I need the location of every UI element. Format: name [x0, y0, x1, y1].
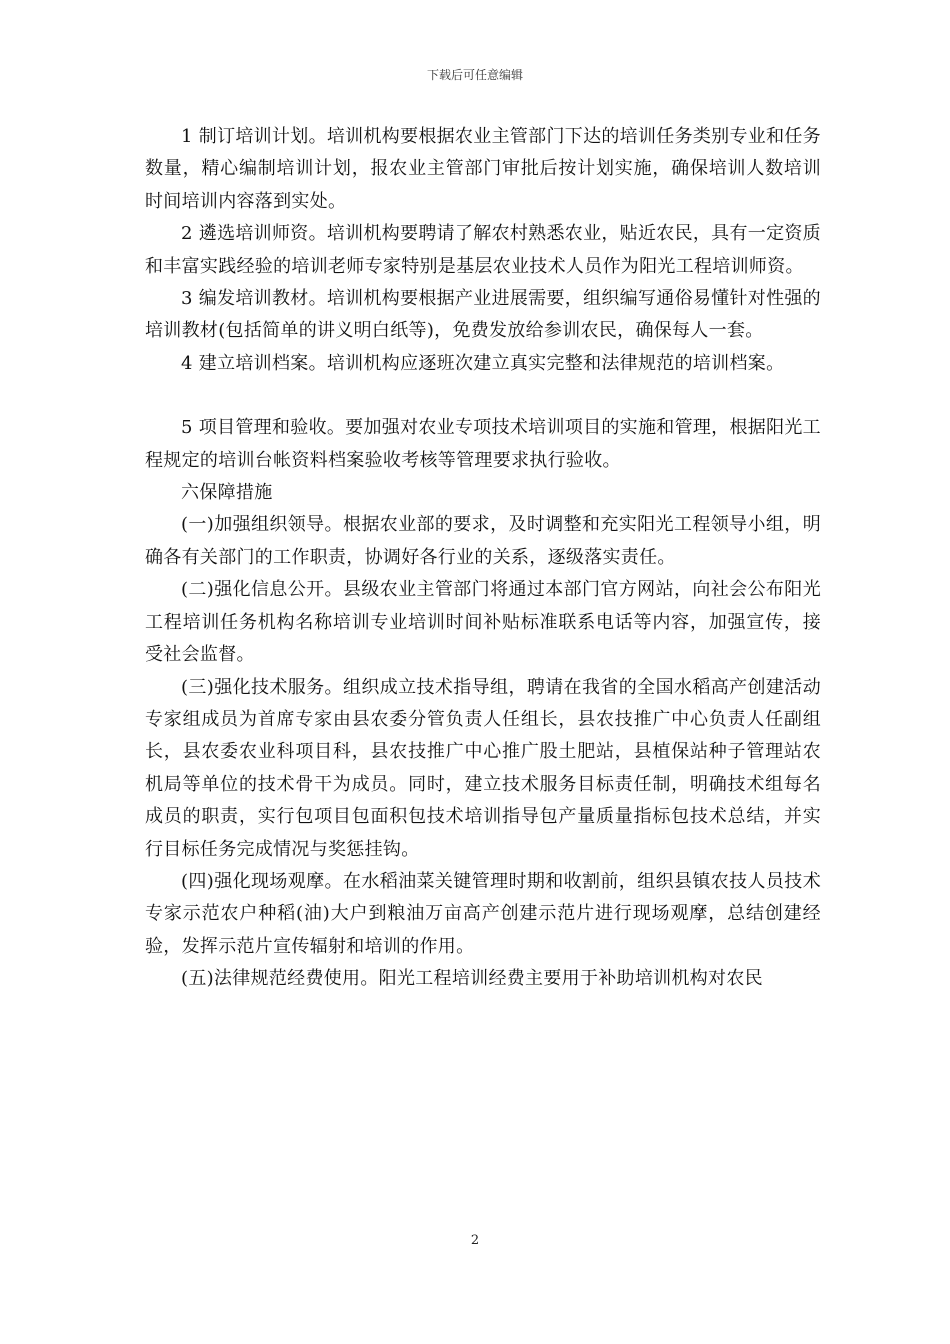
paragraph-teachers: 2 遴选培训师资。培训机构要聘请了解农村熟悉农业，贴近农民，具有一定资质和丰富实践经验的培训老师专家特别是基层农业技术人员作为阳光工程培训师资。: [145, 223, 821, 277]
paragraph-observation: (四)强化现场观摩。在水稻油菜关键管理时期和收割前，组织县镇农技人员技术专家示范农户种稻(油)大户到粮油万亩高产创建示范片进行现场观摩，总结创建经验，发挥示范片宣传辐射和培训的作用。: [145, 870, 821, 957]
page-header-note: 下载后可任意编辑: [426, 68, 523, 82]
paragraph-technical-service: (三)强化技术服务。组织成立技术指导组，聘请在我省的全国水稻高产创建活动专家组成员为首席专家由县农委分管负责人任组长，县农技推广中心负责人任副组长，县农委农业科项目科，县农技推广中心推广股土肥站，县植保站种子管理站农机局等单位的技术骨干为成员。同时，建立技术服务目标责任制，明确技术组每名成员的职责，实行包项目包面积包技术培训指导包产量质量指标包技术总结，并实行目标任务完成情况与奖惩挂钩。: [145, 676, 821, 860]
paragraph-materials: 3 编发培训教材。培训机构要根据产业进展需要，组织编写通俗易懂针对性强的培训教材(包括简单的讲义明白纸等)，免费发放给参训农民，确保每人一套。: [145, 288, 821, 342]
page-number: 2: [470, 1233, 480, 1248]
paragraph-archives: 4 建立培训档案。培训机构应逐班次建立真实完整和法律规范的培训档案。: [181, 352, 785, 374]
paragraph-management: 5 项目管理和验收。要加强对农业专项技术培训项目的实施和管理，根据阳光工程规定的培训台帐资料档案验收考核等管理要求执行验收。: [145, 417, 821, 471]
paragraph-information: (二)强化信息公开。县级农业主管部门将通过本部门官方网站，向社会公布阳光工程培训任务机构名称培训专业培训时间补贴标准联系电话等内容，加强宣传，接受社会监督。: [145, 579, 821, 666]
paragraph-funding: (五)法律规范经费使用。阳光工程培训经费主要用于补助培训机构对农民: [181, 968, 763, 990]
document-body: [145, 121, 821, 996]
section-heading-safeguards: 六保障措施: [181, 482, 273, 504]
paragraph-plan: 1 制订培训计划。培训机构要根据农业主管部门下达的培训任务类别专业和任务数量，精心编制培训计划，报农业主管部门审批后按计划实施，确保培训人数培训时间培训内容落到实处。: [145, 126, 821, 212]
paragraph-leadership: (一)加强组织领导。根据农业部的要求，及时调整和充实阳光工程领导小组，明确各有关部门的工作职责，协调好各行业的关系，逐级落实责任。: [145, 514, 821, 568]
